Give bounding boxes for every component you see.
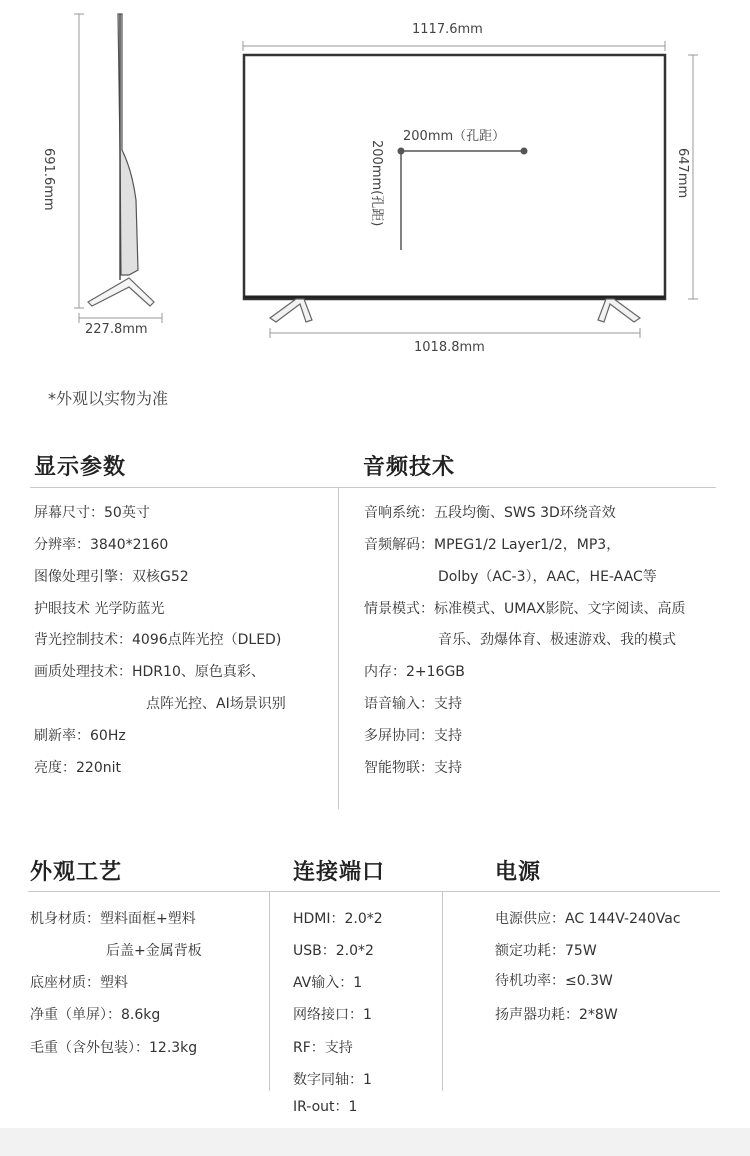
vesa-hole <box>398 148 405 155</box>
spec-row: AV输入：1 <box>293 975 363 991</box>
spec-row: 网络接口：1 <box>293 1007 372 1023</box>
spec-row: Dolby（AC-3），AAC，HE-AAC等 <box>438 569 657 585</box>
spec-row: 点阵光控、AI场景识别 <box>146 696 286 712</box>
spec-row: 护眼技术 光学防蓝光 <box>34 601 165 617</box>
spec-row: 背光控制技术：4096点阵光控（DLED) <box>34 632 282 648</box>
spec-row: 净重（单屏）：8.6kg <box>30 1007 161 1023</box>
spec-row: 扬声器功耗：2*8W <box>495 1007 618 1023</box>
column-divider <box>338 487 339 809</box>
spec-row: RF：支持 <box>293 1040 353 1056</box>
audio-title: 音频技术 <box>363 455 456 480</box>
tv-front-screen <box>244 55 665 299</box>
spec-row: 音响系统：五段均衡、SWS 3D环绕音效 <box>364 505 616 521</box>
ports-title: 连接端口 <box>293 860 386 885</box>
side-depth-label: 227.8mm <box>85 322 148 337</box>
left-stand <box>270 299 312 322</box>
spec-row: 多屏协同：支持 <box>364 728 462 744</box>
appearance-note: *外观以实物为准 <box>48 389 169 408</box>
spec-row: 情景模式：标准模式、UMAX影院、文字阅读、高质 <box>364 601 686 617</box>
spec-row: 电源供应：AC 144V-240Vac <box>495 911 681 927</box>
spec-row: 屏幕尺寸：50英寸 <box>34 505 150 521</box>
column-divider <box>269 891 270 1091</box>
section-divider <box>30 487 716 488</box>
spec-row: 画质处理技术：HDR10、原色真彩、 <box>34 664 265 680</box>
spec-row: 数字同轴：1 <box>293 1072 372 1088</box>
spec-row: 机身材质：塑料面框+塑料 <box>30 911 196 927</box>
appearance-title: 外观工艺 <box>30 860 123 885</box>
side-height-label: 691.6mm <box>41 148 56 211</box>
spec-row: 音频解码：MPEG1/2 Layer1/2，MP3， <box>364 537 621 553</box>
spec-row: 分辨率：3840*2160 <box>34 537 169 553</box>
stand-width-label: 1018.8mm <box>414 340 485 355</box>
spec-row: 内存：2+16GB <box>364 664 465 680</box>
front-height-label: 647mm <box>675 148 690 199</box>
right-stand <box>598 299 640 322</box>
power-title: 电源 <box>495 860 542 885</box>
spec-row: USB：2.0*2 <box>293 943 374 959</box>
display-title: 显示参数 <box>34 455 127 480</box>
spec-row: 刷新率：60Hz <box>34 728 126 744</box>
spec-row: 智能物联：支持 <box>364 760 462 776</box>
vesa-vertical-label: 200mm(孔距) <box>369 140 384 227</box>
tv-side-profile <box>118 14 138 275</box>
spec-row: IR-out：1 <box>293 1099 358 1115</box>
spec-row: 底座材质：塑料 <box>30 975 128 991</box>
spec-row: 额定功耗：75W <box>495 943 597 959</box>
spec-row: 毛重（含外包装）：12.3kg <box>30 1040 198 1056</box>
spec-row: 待机功率：≤0.3W <box>495 973 613 989</box>
vesa-horizontal-label: 200mm（孔距） <box>403 129 506 144</box>
front-width-label: 1117.6mm <box>412 22 483 37</box>
spec-row: 图像处理引擎：双核G52 <box>34 569 189 585</box>
footer-band <box>0 1128 750 1156</box>
spec-row: 语音输入：支持 <box>364 696 462 712</box>
spec-row: 后盖+金属背板 <box>106 943 202 959</box>
side-stand <box>88 278 154 306</box>
vesa-hole <box>521 148 528 155</box>
spec-row: HDMI：2.0*2 <box>293 911 383 927</box>
column-divider <box>442 891 443 1091</box>
spec-row: 亮度：220nit <box>34 760 121 776</box>
section-divider <box>28 891 720 892</box>
spec-row: 音乐、劲爆体育、极速游戏、我的模式 <box>438 632 676 648</box>
